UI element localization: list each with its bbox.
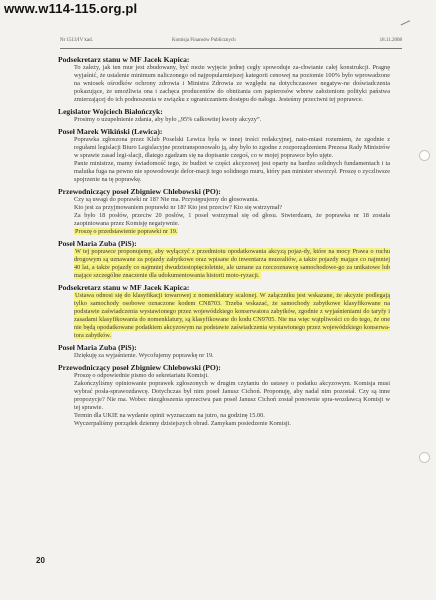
statement-text: Prosimy o uzupełnienie zdania, aby było „95% całkowitej kwoty akcyzy”. [74, 116, 262, 123]
speaker-name: Legislator Wojciech Białończyk: [58, 107, 163, 116]
statement-text: Czy są uwagi do poprawki nr 18? Nie ma. Przystępujemy do głosowania. [74, 196, 259, 203]
statement-text: Zakończyliśmy opiniowanie poprawek zgłoszonych w drugim czytaniu do ustawy o podatku akcyzowym. Komisja musi wybrać posła-sprawozdawcę. Dotychczas był nim poseł Janusz Cichoń. Proponuję, aby nadal nim pozostał. Czy są inne propozycje? Nie ma. Wobec niezgłoszenia sprzeciwu pan poseł Janusz Cichoń został ponownie spra-wozdawcą Komisji w tej sprawie. [74, 380, 390, 411]
statement-paragraph [60, 116, 390, 124]
statement-paragraph [60, 196, 390, 204]
statement-paragraph [60, 352, 390, 360]
statement-paragraph [60, 160, 390, 184]
watermark: www.w114-115.org.pl [4, 1, 138, 16]
statement-text: Proszę o odpowiednie pismo do sekretariatu Komisji. [74, 372, 209, 379]
highlighted-text: Ustawa odnosi się do klasyfikacji towarowej z nomenklatury scalonej. W załączniku jest wskazane, że akcyzie podlegają tylko samochody osobowe oznaczone kodem CN8703. Trzeba wskazać, że samochody zabytkowe klasyfikowane na podstawie zaświadczenia wystawionego przez wojewódzkiego konserwatora zabytków, zgodnie z wyjaśnieniami do taryfy i zasadami klasyfikowania do nomenklatury, są klasyfikowane do kodu CN9705. Nie ma więc wątpliwości co do tego, że one nie będą opodatkowane podatkiem akcyzowym na podstawie zaświadczenia wystawionego przez wojewódzkiego konserwa-tora zabytków. [74, 292, 390, 339]
speaker-name: Przewodniczący poseł Zbigniew Chlebowski (PO): [58, 363, 221, 372]
speaker-name: Podsekretarz stanu w MF Jacek Kapica: [58, 283, 190, 292]
statement-paragraph [60, 248, 390, 280]
header-committee: Komisja Finansów Publicznych [172, 38, 236, 43]
statement-text: Poprawka zgłoszona przez Klub Poselski Lewica była w innej treści redakcyjnej, nato-miast rozumiem, że zgodnie z regułami legislacji Biuro Legislacyjne przetransponowało ją, aby było to zgodne z rozporządzeniem Prezesa Rady Ministrów w sprawie zasad legi-slacji, dlatego zgadzam się na dopisanie czegoś, co w mojej poprawce było ujęte. [74, 136, 390, 159]
statement-text: Wyczerpaliśmy porządek dzienny dzisiejszych obrad. Zamykam posiedzenie Komisji. [74, 420, 291, 427]
speaker-name: Podsekretarz stanu w MF Jacek Kapica: [58, 55, 190, 64]
page-number: 20 [36, 556, 45, 565]
speaker-name: Poseł Maria Zuba (PiS): [58, 239, 137, 248]
highlighted-text: Proszę o przedstawienie poprawki nr 19. [75, 228, 178, 235]
statement-paragraph [60, 372, 390, 380]
statement-text: Panie ministrze, mamy świadomość tego, że budżet w części akcyzowej jest oparty na bardzo solidnych fundamentach i ta malutka fuga na pewno nie spowodowuje defor-macji tego solidnego muru, który pan minister stworzył. Proszę o zyczliwsze spojrzenie na tę poprawkę. [74, 160, 390, 183]
statement-paragraph [60, 212, 390, 228]
statement-paragraph [60, 136, 390, 160]
statement-paragraph [60, 380, 390, 412]
statement-paragraph [60, 420, 390, 428]
speaker-name: Poseł Marek Wikiński (Lewica): [58, 127, 163, 136]
statement-paragraph [60, 228, 390, 236]
statement-text: Kto jest za przyjmowaniem poprawki nr 18? Kto jest przeciw? Kto się wstrzymał? [74, 204, 283, 211]
transcript-body [60, 52, 390, 428]
statement-paragraph [60, 292, 390, 340]
pen-mark [401, 20, 414, 32]
statement-text: Dziękuję za wyjaśnienie. Wycofujemy poprawkę nr 19. [74, 352, 214, 359]
speaker-name: Przewodniczący poseł Zbigniew Chlebowski (PO): [58, 187, 221, 196]
punch-hole [419, 150, 430, 161]
speaker-name: Poseł Maria Zuba (PiS): [58, 343, 137, 352]
statement-paragraph [60, 412, 390, 420]
statement-paragraph [60, 64, 390, 104]
statement-text: To zależy, jak ten mur jest zbudowany, być może wyjęcie jednej cegły spowoduje za-chwianie całej konstrukcji. Pragnę wyjaśnić, że ustalenie minimum naliczonego od najpopularniejszej kategorii cenowej na poziomie 100% było wprowadzone na wniosek ośrodków ochrony zdrowia i Ministra Zdrowia ze względu na dotychczasowe negatyw-ne doświadczenia pokazujące, że umożliwia ona i zachęca producentów do obniżania cen papierosów wbrew założeniom polityki państwa zmierzającej do ich podnoszenia w związku z ograniczaniem dostępu do nałogu. Jesteśmy przeciwni tej poprawce. [74, 64, 390, 103]
statement-text: Za było 18 posłów, przeciw 20 posłów, 1 poseł wstrzymał się od głosu. Stwierdzam, że poprawka nr 18 została zaopiniowana przez Komisję negatywnie. [74, 212, 390, 227]
statement-text: Termin dla UKIE na wydanie opinii wyznaczam na jutro, na godzinę 15.00. [74, 412, 265, 419]
running-header [60, 38, 402, 49]
statement-paragraph [60, 204, 390, 212]
punch-hole [419, 452, 430, 463]
header-date: 18.11.2008 [379, 38, 402, 43]
header-issue: Nr 1513/IV kad. [60, 38, 93, 43]
highlighted-text: W tej poprawce proponujemy, aby wyłączyć z przedmiotu opodatkowania akcyzą pojaz-dy, które na mocy Prawa o ruchu drogowym są uznawane za pojazdy zabytkowe oraz wpisane do inwentarza muzealiów, a także pojazdy mające co najmniej 40 lat, a także pojazdy co najmniej dwudziestopięcioletnie, ale uznane za rzeczoznawcę samochodowe-go za unikatowe lub mające szczególne znaczenie dla udokumentowania historii moto-ryzacji. [74, 248, 390, 279]
